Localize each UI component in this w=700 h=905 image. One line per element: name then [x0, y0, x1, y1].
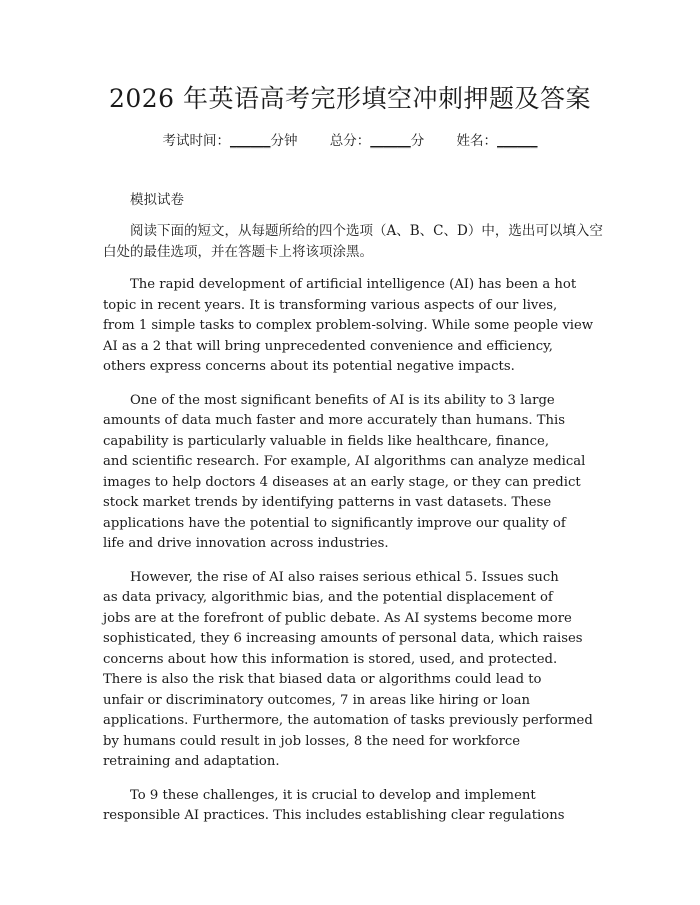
paragraph-line: others express concerns about its potential negative impacts.	[103, 359, 515, 374]
paragraph-line: from 1 simple tasks to complex problem-solving. While some people view	[103, 318, 594, 333]
total-score-blank: ______	[370, 133, 411, 149]
paragraph-line: To 9 these challenges, it is crucial to develop and implement	[130, 787, 536, 803]
paragraph-line: However, the rise of AI also raises serious ethical 5. Issues such	[130, 569, 559, 585]
exam-time-field	[162, 131, 297, 151]
paragraph-line: applications. Furthermore, the automation of tasks previously performed	[103, 713, 593, 728]
paragraph-line: concerns about how this information is stored, used, and protected.	[103, 651, 558, 667]
paragraph-line: applications have the potential to significantly improve our quality of	[103, 515, 566, 531]
instructions-line: 白处的最佳选项，并在答题卡上将该项涂黑。	[103, 244, 373, 260]
paragraph-line: stock market trends by identifying patterns in vast datasets. These	[103, 495, 552, 510]
paragraph-line: One of the most significant benefits of AI is its ability to 3 large	[130, 392, 555, 408]
passage-paragraph-3	[103, 568, 605, 773]
paragraph-line: unfair or discriminatory outcomes, 7 in areas like hiring or loan	[103, 692, 531, 708]
student-name-blank: ______	[497, 133, 538, 149]
paragraph-line: capability is particularly valuable in fields like healthcare, finance,	[103, 433, 550, 449]
passage-paragraph-4	[103, 786, 605, 827]
passage-paragraph-2	[103, 391, 605, 555]
paragraph-line: responsible AI practices. This includes establishing clear regulations	[103, 808, 565, 823]
exam-time-blank: ______	[229, 133, 271, 149]
paragraph-line: AI as a 2 that will bring unprecedented convenience and efficiency,	[103, 338, 553, 354]
section-label: 模拟试卷	[130, 192, 184, 208]
student-name-label: 姓名：	[456, 133, 498, 149]
paragraph-line: amounts of data much faster and more accurately than humans. This	[103, 413, 566, 428]
paragraph-line: topic in recent years. It is transforming various aspects of our lives,	[103, 297, 558, 313]
total-score-field	[330, 131, 425, 151]
paragraph-line: retraining and adaptation.	[103, 754, 280, 769]
paragraph-line: and scientific research. For example, AI algorithms can analyze medical	[103, 454, 586, 469]
page-title: 2026 年英语高考完形填空冲刺押题及答案	[108, 84, 592, 113]
paragraph-line: jobs are at the forefront of public debate. As AI systems become more	[103, 610, 572, 626]
student-name-field	[457, 131, 538, 151]
paragraph-line: life and drive innovation across industries.	[103, 536, 389, 551]
paragraph-line: by humans could result in job losses, 8 the need for workforce	[103, 733, 521, 749]
total-score-label: 总分：	[329, 133, 371, 149]
paragraph-line: There is also the risk that biased data or algorithms could lead to	[103, 672, 542, 687]
passage-paragraph-1	[103, 275, 605, 378]
exam-time-label: 考试时间：	[162, 133, 230, 149]
paragraph-line: The rapid development of artificial intelligence (AI) has been a hot	[130, 277, 577, 292]
paragraph-line: images to help doctors 4 diseases at an early stage, or they can predict	[103, 474, 581, 490]
paragraph-line: as data privacy, algorithmic bias, and the potential displacement of	[103, 590, 553, 605]
document-body	[103, 221, 605, 840]
instructions-line: 阅读下面的短文，从每题所给的四个选项（A、B、C、D）中，选出可以填入空	[130, 223, 603, 239]
exam-meta	[0, 131, 700, 151]
exam-time-unit: 分钟	[270, 133, 298, 149]
total-score-unit: 分	[410, 133, 425, 149]
instructions-paragraph	[103, 221, 605, 263]
paragraph-line: sophisticated, they 6 increasing amounts of personal data, which raises	[103, 631, 583, 646]
